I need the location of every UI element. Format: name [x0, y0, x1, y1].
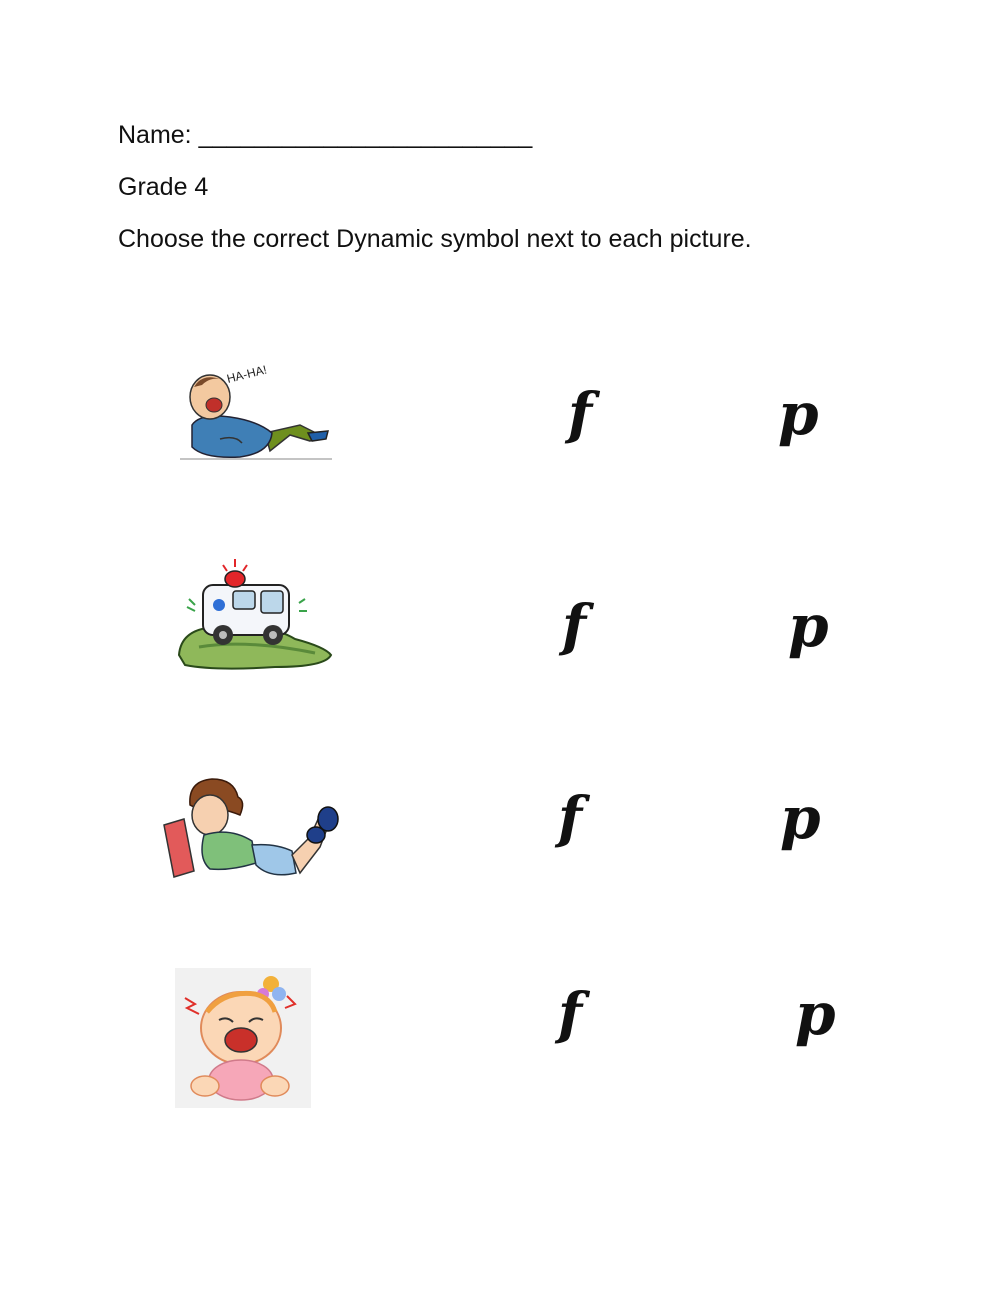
- name-label: Name:: [118, 121, 199, 149]
- laughing-man-icon: [180, 355, 335, 465]
- option-f-row-3[interactable]: f: [558, 785, 583, 851]
- option-f-row-4[interactable]: f: [558, 981, 583, 1047]
- option-p-row-3[interactable]: p: [780, 784, 821, 852]
- option-f-row-1[interactable]: f: [568, 381, 593, 447]
- option-p-row-1[interactable]: p: [778, 380, 819, 448]
- ambulance-icon: [175, 555, 335, 675]
- grade-label: Grade 4: [118, 173, 209, 201]
- option-p-row-4[interactable]: p: [795, 980, 836, 1048]
- instruction-text: Choose the correct Dynamic symbol next to each picture.: [118, 225, 752, 253]
- option-p-row-2[interactable]: p: [788, 592, 829, 660]
- crying-baby-icon: [175, 968, 311, 1108]
- name-blank[interactable]: ________________________: [198, 121, 533, 149]
- option-f-row-2[interactable]: f: [562, 593, 587, 659]
- laugh-caption: HA-HA!: [225, 362, 269, 386]
- girl-reading-icon: [160, 775, 345, 885]
- name-field-line: [118, 120, 532, 150]
